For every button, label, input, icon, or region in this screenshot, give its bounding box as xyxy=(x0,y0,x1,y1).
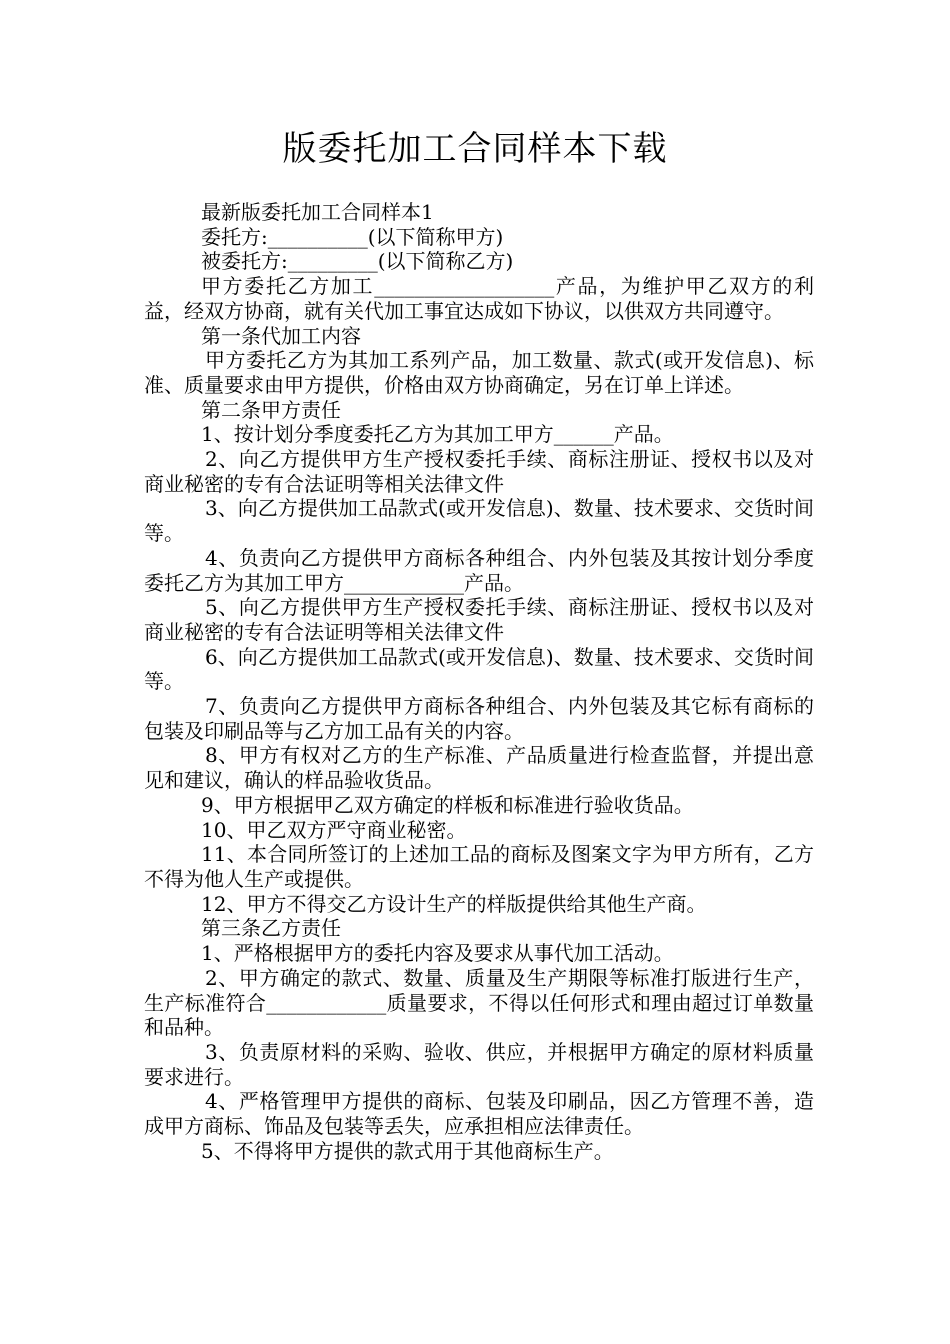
section-heading: 第三条乙方责任 xyxy=(201,916,341,941)
clause-item: 12、甲方不得交乙方设计生产的样版提供给其他生产商。 xyxy=(201,891,707,916)
clause-item: 2、向乙方提供甲方生产授权委托手续、商标注册证、授权书以及对商业秘密的专有合法证明等相关法律文件 xyxy=(144,447,814,496)
doc-paragraph: 委托方:__________(以下简称甲方) xyxy=(201,224,504,249)
doc-paragraph: 甲方委托乙方为其加工系列产品，加工数量、款式(或开发信息)、标准、质量要求由甲方提供，价格由双方协商确定，另在订单上详述。 xyxy=(144,348,814,397)
document-body xyxy=(144,200,814,1163)
clause-item: 6、向乙方提供加工品款式(或开发信息)、数量、技术要求、交货时间等。 xyxy=(144,644,814,694)
document-title: 版委托加工合同样本下载 xyxy=(282,129,668,169)
doc-paragraph: 甲方委托乙方加工__________________产品，为维护甲乙双方的利益，经双方协商，就有关代加工事宜达成如下协议，以供双方共同遵守。 xyxy=(144,274,814,323)
doc-paragraph: 被委托方:_________(以下简称乙方) xyxy=(201,249,514,274)
clause-item: 5、不得将甲方提供的款式用于其他商标生产。 xyxy=(201,1138,614,1163)
section-heading: 第一条代加工内容 xyxy=(201,323,361,348)
clause-item: 1、严格根据甲方的委托内容及要求从事代加工活动。 xyxy=(201,941,674,966)
section-heading: 第二条甲方责任 xyxy=(201,397,341,422)
clause-item: 8、甲方有权对乙方的生产标准、产品质量进行检查监督，并提出意见和建议，确认的样品验收货品。 xyxy=(144,743,814,793)
clause-item: 3、向乙方提供加工品款式(或开发信息)、数量、技术要求、交货时间等。 xyxy=(144,496,814,546)
clause-item: 10、甲乙双方严守商业秘密。 xyxy=(201,817,467,842)
doc-paragraph: 最新版委托加工合同样本1 xyxy=(201,200,434,224)
clause-item: 5、向乙方提供甲方生产授权委托手续、商标注册证、授权书以及对商业秘密的专有合法证明等相关法律文件 xyxy=(144,595,814,644)
clause-item: 11、本合同所签订的上述加工品的商标及图案文字为甲方所有，乙方不得为他人生产或提供。 xyxy=(144,842,814,891)
clause-item: 9、甲方根据甲乙双方确定的样板和标准进行验收货品。 xyxy=(201,792,694,817)
clause-item: 1、按计划分季度委托乙方为其加工甲方______产品。 xyxy=(201,422,674,447)
clause-item: 2、甲方确定的款式、数量、质量及生产期限等标准打版进行生产，生产标准符合____________质量要求，不得以任何形式和理由超过订单数量和品种。 xyxy=(144,965,814,1040)
clause-item: 4、严格管理甲方提供的商标、包装及印刷品，因乙方管理不善，造成甲方商标、饰品及包装等丢失，应承担相应法律责任。 xyxy=(144,1089,814,1139)
clause-item: 3、负责原材料的采购、验收、供应，并根据甲方确定的原材料质量要求进行。 xyxy=(144,1039,814,1089)
clause-item: 7、负责向乙方提供甲方商标各种组合、内外包装及其它标有商标的包装及印刷品等与乙方加工品有关的内容。 xyxy=(144,694,814,743)
clause-item: 4、负责向乙方提供甲方商标各种组合、内外包装及其按计划分季度委托乙方为其加工甲方____________产品。 xyxy=(144,545,814,595)
